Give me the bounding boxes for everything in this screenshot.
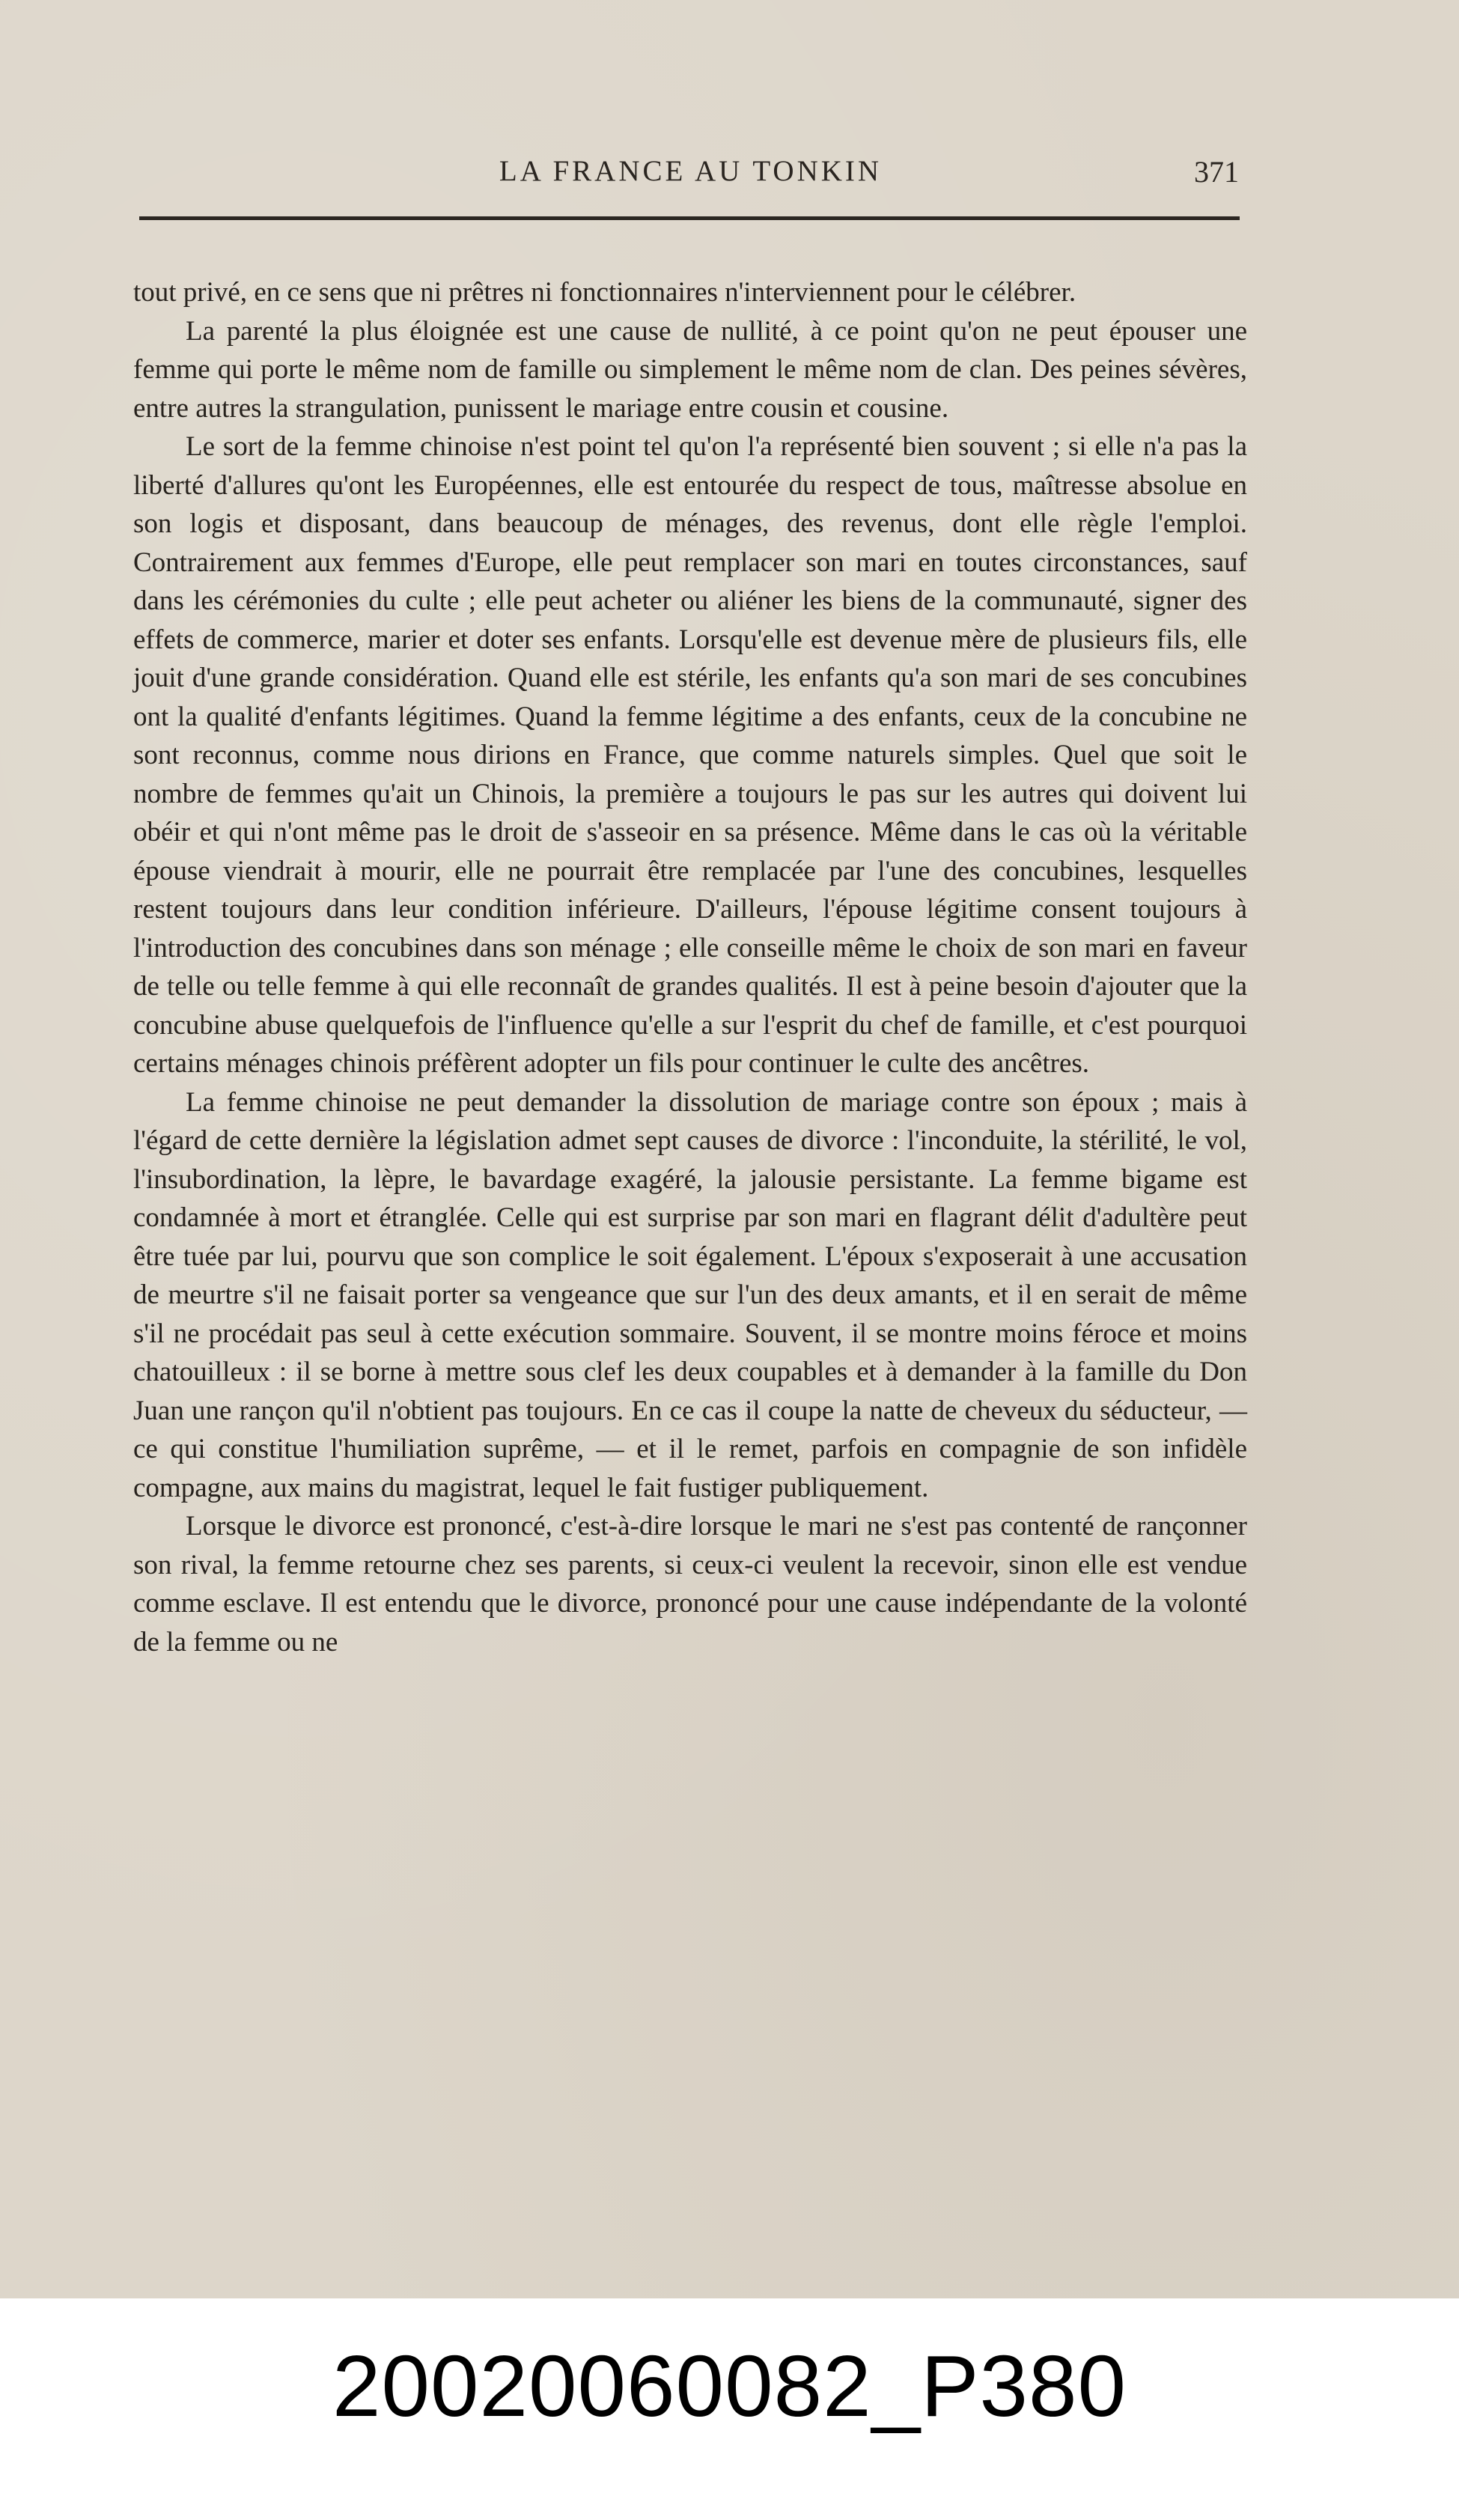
paragraph-divorce-outcome: Lorsque le divorce est prononcé, c'est-à-dire lorsque le mari ne s'est pas contenté de rançonner son rival, la femme retourne chez ses parents, si ceux-ci veulent la recevoir, sinon elle est vendue comme esclave. Il est entendu que le divorce, prononcé pour une cause indépendante de la volonté de la femme ou ne [133,1511,1247,1658]
header-rule [139,216,1240,220]
paragraph-kinship: La parenté la plus éloignée est une cause de nullité, à ce point qu'on ne peut épouser une femme qui porte le même nom de famille ou simplement le même nom de clan. Des peines sévères, entre autres la strangulation, punissent le mariage entre cousin et cousine. [133,315,1247,424]
paragraph-status-of-women: Le sort de la femme chinoise n'est point tel qu'on l'a représenté bien souvent ; si elle n'a pas la liberté d'allures qu'ont les Européennes, elle est entourée du respect de tous, maîtresse absolue en son logis et disposant, dans beaucoup de ménages, des revenus, dont elle règle l'emploi. Contrairement aux femmes d'Europe, elle peut remplacer son mari en toutes circonstances, sauf dans les cérémonies du culte ; elle peut acheter ou aliéner les biens de la communauté, signer des effets de commerce, marier et doter ses enfants. Lorsqu'elle est devenue mère de plusieurs fils, elle jouit d'une grande considération. Quand elle est stérile, les enfants qu'a son mari de ses concubines ont la qualité d'enfants légitimes. Quand la femme légitime a des enfants, ceux de la concubine ne sont reconnus, comme nous dirions en France, que comme naturels simples. Quel que soit le nombre de femmes qu'ait un Chinois, la première a toujours le pas sur les autres qui doivent lui obéir et qui n'ont même pas le droit de s'asseoir en sa présence. Même dans le cas où la véritable épouse viendrait à mourir, elle ne pourrait être remplacée par l'une des concubines, lesquelles restent toujours dans leur condition inférieure. D'ailleurs, l'épouse légitime consent toujours à l'introduction des concubines dans son ménage ; elle conseille même le choix de son mari en faveur de telle ou telle femme à qui elle reconnaît de grandes qualités. Il est à peine besoin d'ajouter que la concubine abuse quelquefois de l'influence qu'elle a sur l'esprit du chef de famille, et c'est pourquoi certains ménages chinois préfèrent adopter un fils pour continuer le culte des ancêtres. [133,431,1247,1079]
paragraph-continuation: tout privé, en ce sens que ni prêtres ni fonctionnaires n'interviennent pour le célébrer. [133,277,1076,308]
paragraph-divorce-causes: La femme chinoise ne peut demander la dissolution de mariage contre son époux ; mais à l'égard de cette dernière la législation admet sept causes de divorce : l'inconduite, la stérilité, le vol, l'insubordination, la lèpre, le bavardage exagéré, la jalousie persistante. La femme bigame est condamnée à mort et étranglée. Celle qui est surprise par son mari en flagrant délit d'adultère peut être tuée par lui, pourvu que son complice le soit également. L'époux s'exposerait à une accusation de meurtre s'il ne faisait porter sa vengeance que sur l'un des deux amants, et il en serait de même s'il ne procédait pas seul à cette exécution sommaire. Souvent, il se montre moins féroce et moins chatouilleux : il se borne à mettre sous clef les deux coupables et à demander à la famille du Don Juan une rançon qu'il n'obtient pas toujours. En ce cas il coupe la natte de cheveux du séducteur, — ce qui constitue l'humiliation suprême, — et il le remet, parfois en compagnie de son infidèle compagne, aux mains du magistrat, lequel le fait fustiger publiquement. [133,1086,1247,1503]
body-text [133,273,1247,1661]
page-number: 371 [1194,155,1239,189]
running-title: LA FRANCE AU TONKIN [499,155,883,187]
running-head [142,154,1239,199]
image-identifier: 20020060082_P380 [332,2337,1127,2435]
